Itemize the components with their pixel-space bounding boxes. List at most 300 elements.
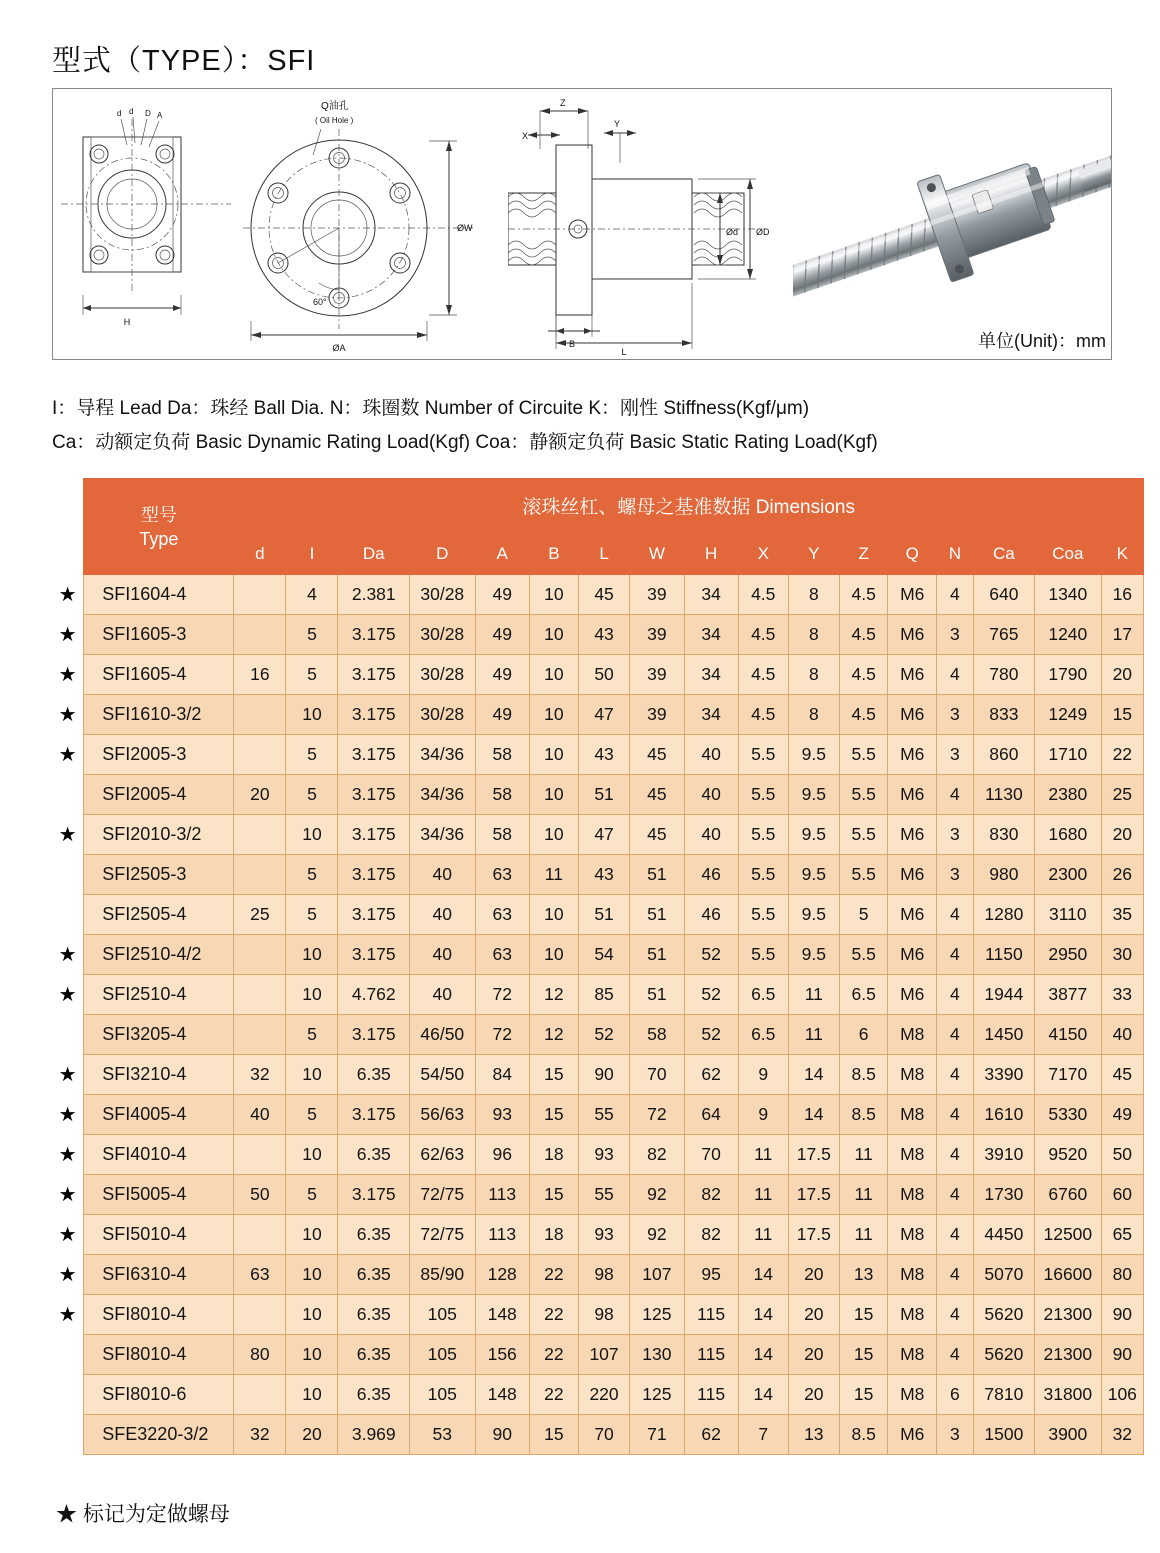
- cell-type: SFI2510-4: [84, 975, 234, 1015]
- cell-Z: 6.5: [839, 975, 888, 1015]
- cell-L: 98: [578, 1255, 629, 1295]
- cell-X: 9: [738, 1095, 788, 1135]
- cell-B: 12: [529, 975, 578, 1015]
- cell-H: 62: [684, 1415, 738, 1455]
- cell-A: 63: [475, 855, 529, 895]
- cell-Q: M6: [888, 895, 937, 935]
- cell-Ca: 3910: [973, 1135, 1034, 1175]
- cell-type: SFI3205-4: [84, 1015, 234, 1055]
- cell-da: 3.175: [338, 935, 410, 975]
- cell-A: 49: [475, 615, 529, 655]
- cell-Z: 4.5: [839, 575, 888, 615]
- cell-X: 11: [738, 1215, 788, 1255]
- cell-A: 148: [475, 1295, 529, 1335]
- cell-D: 105: [410, 1375, 475, 1415]
- cell-d: 80: [234, 1335, 286, 1375]
- cell-type: SFI8010-6: [84, 1375, 234, 1415]
- cell-K: 20: [1101, 815, 1143, 855]
- cell-Coa: 3900: [1035, 1415, 1102, 1455]
- cell-d: [234, 1135, 286, 1175]
- cell-B: 18: [529, 1215, 578, 1255]
- cell-l: 10: [286, 1375, 338, 1415]
- col-header-dd: D: [410, 533, 475, 575]
- cell-Y: 9.5: [788, 775, 839, 815]
- cell-D: 34/36: [410, 775, 475, 815]
- cell-B: 10: [529, 695, 578, 735]
- cell-H: 34: [684, 655, 738, 695]
- col-header-w: W: [630, 533, 684, 575]
- cell-N: 3: [937, 735, 974, 775]
- cell-W: 92: [630, 1175, 684, 1215]
- cell-Z: 8.5: [839, 1055, 888, 1095]
- custom-nut-star-marker: [52, 1415, 84, 1455]
- cell-Ca: 1450: [973, 1015, 1034, 1055]
- cell-X: 5.5: [738, 855, 788, 895]
- cell-B: 10: [529, 615, 578, 655]
- cell-L: 55: [578, 1095, 629, 1135]
- cell-A: 113: [475, 1215, 529, 1255]
- cell-L: 54: [578, 935, 629, 975]
- cell-H: 46: [684, 895, 738, 935]
- table-row: [52, 1415, 1144, 1455]
- cell-d: [234, 575, 286, 615]
- cell-H: 62: [684, 1055, 738, 1095]
- dia-d-small-label: Ød: [726, 227, 739, 237]
- table-row: [52, 775, 1144, 815]
- cell-B: 15: [529, 1175, 578, 1215]
- cell-l: 5: [286, 775, 338, 815]
- col-header-k: K: [1101, 533, 1143, 575]
- cell-Q: M6: [888, 855, 937, 895]
- cell-l: 10: [286, 935, 338, 975]
- cell-type: SFI4010-4: [84, 1135, 234, 1175]
- cell-A: 58: [475, 815, 529, 855]
- cell-N: 3: [937, 1415, 974, 1455]
- cell-L: 55: [578, 1175, 629, 1215]
- cell-Q: M8: [888, 1375, 937, 1415]
- cell-l: 10: [286, 1135, 338, 1175]
- cell-Q: M8: [888, 1055, 937, 1095]
- svg-text:d: d: [117, 109, 122, 118]
- ball-screw-photo: [793, 95, 1111, 357]
- cell-Q: M6: [888, 615, 937, 655]
- cell-Ca: 1944: [973, 975, 1034, 1015]
- table-row: [52, 1255, 1144, 1295]
- x-label: X: [522, 131, 529, 141]
- cell-A: 72: [475, 1015, 529, 1055]
- cell-K: 106: [1101, 1375, 1143, 1415]
- cell-da: 3.175: [338, 695, 410, 735]
- cell-Y: 8: [788, 575, 839, 615]
- cell-W: 58: [630, 1015, 684, 1055]
- cell-W: 39: [630, 615, 684, 655]
- cell-K: 50: [1101, 1135, 1143, 1175]
- cell-Y: 14: [788, 1055, 839, 1095]
- cell-l: 10: [286, 1295, 338, 1335]
- cell-K: 20: [1101, 655, 1143, 695]
- dimensions-header: 滚珠丝杠、螺母之基准数据 Dimensions: [234, 479, 1144, 533]
- cell-Ca: 3390: [973, 1055, 1034, 1095]
- cell-Coa: 3877: [1035, 975, 1102, 1015]
- cell-Q: M8: [888, 1335, 937, 1375]
- cell-L: 45: [578, 575, 629, 615]
- cell-X: 5.5: [738, 895, 788, 935]
- cell-Coa: 1340: [1035, 575, 1102, 615]
- cell-type: SFI4005-4: [84, 1095, 234, 1135]
- cell-B: 10: [529, 895, 578, 935]
- cell-Coa: 1249: [1035, 695, 1102, 735]
- cell-B: 10: [529, 935, 578, 975]
- cell-H: 40: [684, 735, 738, 775]
- cell-Q: M8: [888, 1015, 937, 1055]
- cell-d: [234, 975, 286, 1015]
- cell-D: 56/63: [410, 1095, 475, 1135]
- cell-N: 4: [937, 655, 974, 695]
- table-row: [52, 1135, 1144, 1175]
- z-label: Z: [560, 98, 566, 108]
- cell-H: 34: [684, 695, 738, 735]
- cell-Coa: 2950: [1035, 935, 1102, 975]
- cell-Y: 9.5: [788, 935, 839, 975]
- custom-nut-star-marker: [52, 1015, 84, 1055]
- cell-da: 3.175: [338, 1015, 410, 1055]
- cell-K: 25: [1101, 775, 1143, 815]
- cell-Y: 11: [788, 1015, 839, 1055]
- cell-Z: 15: [839, 1335, 888, 1375]
- cell-A: 72: [475, 975, 529, 1015]
- cell-K: 45: [1101, 1055, 1143, 1095]
- cell-A: 63: [475, 895, 529, 935]
- cell-B: 12: [529, 1015, 578, 1055]
- cell-L: 93: [578, 1135, 629, 1175]
- cell-H: 34: [684, 615, 738, 655]
- col-header-ca: Ca: [973, 533, 1034, 575]
- cell-A: 58: [475, 735, 529, 775]
- svg-text:D: D: [145, 109, 151, 118]
- cell-X: 4.5: [738, 575, 788, 615]
- table-row: [52, 735, 1144, 775]
- cell-l: 10: [286, 1335, 338, 1375]
- custom-nut-star-marker: [52, 775, 84, 815]
- col-header-ll: L: [578, 533, 629, 575]
- col-header-b: B: [529, 533, 578, 575]
- cell-H: 34: [684, 575, 738, 615]
- cell-type: SFI2505-4: [84, 895, 234, 935]
- cell-da: 3.175: [338, 655, 410, 695]
- table-row: [52, 855, 1144, 895]
- dia-a-label: ØA: [332, 343, 346, 353]
- cell-L: 85: [578, 975, 629, 1015]
- cell-D: 30/28: [410, 695, 475, 735]
- cell-H: 64: [684, 1095, 738, 1135]
- cell-l: 10: [286, 1215, 338, 1255]
- cell-Ca: 1280: [973, 895, 1034, 935]
- cell-Z: 8.5: [839, 1415, 888, 1455]
- cell-Coa: 21300: [1035, 1335, 1102, 1375]
- col-header-n: N: [937, 533, 974, 575]
- cell-Ca: 1610: [973, 1095, 1034, 1135]
- drawing-panel: [52, 88, 1112, 360]
- table-row: [52, 1335, 1144, 1375]
- cell-A: 96: [475, 1135, 529, 1175]
- cell-L: 220: [578, 1375, 629, 1415]
- cell-d: [234, 935, 286, 975]
- cell-H: 40: [684, 775, 738, 815]
- cell-da: 3.175: [338, 855, 410, 895]
- cell-K: 32: [1101, 1415, 1143, 1455]
- cell-N: 6: [937, 1375, 974, 1415]
- cell-da: 3.175: [338, 615, 410, 655]
- cell-H: 40: [684, 815, 738, 855]
- cell-D: 62/63: [410, 1135, 475, 1175]
- cell-Q: M8: [888, 1215, 937, 1255]
- cell-Z: 8.5: [839, 1095, 888, 1135]
- cell-H: 52: [684, 935, 738, 975]
- cell-Q: M6: [888, 1415, 937, 1455]
- cell-type: SFI8010-4: [84, 1335, 234, 1375]
- custom-nut-star-marker: ★: [52, 815, 84, 855]
- cell-Y: 8: [788, 695, 839, 735]
- cell-D: 34/36: [410, 735, 475, 775]
- table-body: [52, 575, 1144, 1455]
- cell-Coa: 12500: [1035, 1215, 1102, 1255]
- svg-text:H: H: [123, 317, 131, 327]
- cell-Ca: 5620: [973, 1295, 1034, 1335]
- cell-da: 3.175: [338, 815, 410, 855]
- page-title: 型式（TYPE）：SFI: [52, 45, 316, 77]
- cell-Ca: 765: [973, 615, 1034, 655]
- cell-Coa: 4150: [1035, 1015, 1102, 1055]
- table-head-row-1: [52, 479, 1144, 533]
- cell-type: SFI5010-4: [84, 1215, 234, 1255]
- cell-Coa: 3110: [1035, 895, 1102, 935]
- col-header-h: H: [684, 533, 738, 575]
- cell-D: 54/50: [410, 1055, 475, 1095]
- cell-l: 5: [286, 855, 338, 895]
- cell-type: SFI1604-4: [84, 575, 234, 615]
- cell-Z: 15: [839, 1375, 888, 1415]
- cell-Z: 11: [839, 1175, 888, 1215]
- legend-line-2: Ca：动额定负荷 Basic Dynamic Rating Load(Kgf) Coa：静额定负荷 Basic Static Rating Load(Kgf): [52, 432, 878, 453]
- cell-X: 4.5: [738, 615, 788, 655]
- cell-D: 105: [410, 1295, 475, 1335]
- cell-H: 82: [684, 1175, 738, 1215]
- table-head: [52, 479, 1144, 575]
- custom-nut-star-marker: ★: [52, 695, 84, 735]
- cell-W: 51: [630, 975, 684, 1015]
- cell-L: 50: [578, 655, 629, 695]
- col-header-a: A: [475, 533, 529, 575]
- cell-l: 10: [286, 815, 338, 855]
- cell-da: 6.35: [338, 1295, 410, 1335]
- cell-K: 90: [1101, 1295, 1143, 1335]
- cell-X: 11: [738, 1135, 788, 1175]
- cell-Coa: 31800: [1035, 1375, 1102, 1415]
- custom-nut-star-marker: ★: [52, 1175, 84, 1215]
- cell-W: 71: [630, 1415, 684, 1455]
- cell-Y: 17.5: [788, 1135, 839, 1175]
- cell-N: 4: [937, 1095, 974, 1135]
- table-row: [52, 975, 1144, 1015]
- cell-da: 6.35: [338, 1055, 410, 1095]
- cell-Z: 5.5: [839, 935, 888, 975]
- specifications-table: [52, 478, 1144, 1455]
- cell-K: 26: [1101, 855, 1143, 895]
- cell-da: 6.35: [338, 1335, 410, 1375]
- cell-D: 72/75: [410, 1175, 475, 1215]
- cell-N: 4: [937, 1135, 974, 1175]
- cell-type: SFI6310-4: [84, 1255, 234, 1295]
- custom-nut-star-marker: ★: [52, 1055, 84, 1095]
- cell-l: 5: [286, 615, 338, 655]
- cell-H: 115: [684, 1295, 738, 1335]
- cell-K: 60: [1101, 1175, 1143, 1215]
- cell-Q: M6: [888, 575, 937, 615]
- footnote: ★ 标记为定做螺母: [56, 1503, 230, 1526]
- legend-block: [52, 392, 1132, 460]
- cell-Z: 6: [839, 1015, 888, 1055]
- cell-da: 3.969: [338, 1415, 410, 1455]
- cell-X: 4.5: [738, 655, 788, 695]
- cell-type: SFI2005-4: [84, 775, 234, 815]
- cell-Y: 9.5: [788, 735, 839, 775]
- cell-A: 90: [475, 1415, 529, 1455]
- cell-Y: 9.5: [788, 895, 839, 935]
- cell-da: 6.35: [338, 1255, 410, 1295]
- cell-Y: 9.5: [788, 815, 839, 855]
- cell-X: 14: [738, 1375, 788, 1415]
- cell-Z: 5.5: [839, 815, 888, 855]
- cell-Ca: 1150: [973, 935, 1034, 975]
- col-header-da: Da: [338, 533, 410, 575]
- table-row: [52, 655, 1144, 695]
- cell-d: [234, 695, 286, 735]
- cell-D: 40: [410, 935, 475, 975]
- cell-Z: 4.5: [839, 695, 888, 735]
- cell-d: 25: [234, 895, 286, 935]
- cell-W: 125: [630, 1375, 684, 1415]
- cell-Ca: 1130: [973, 775, 1034, 815]
- cell-N: 4: [937, 575, 974, 615]
- cell-D: 30/28: [410, 615, 475, 655]
- custom-nut-star-marker: ★: [52, 615, 84, 655]
- cell-D: 85/90: [410, 1255, 475, 1295]
- custom-nut-star-marker: ★: [52, 655, 84, 695]
- cell-H: 52: [684, 975, 738, 1015]
- cell-Q: M6: [888, 935, 937, 975]
- cell-Ca: 640: [973, 575, 1034, 615]
- cell-D: 105: [410, 1335, 475, 1375]
- table-row: [52, 895, 1144, 935]
- cell-X: 11: [738, 1175, 788, 1215]
- cell-D: 34/36: [410, 815, 475, 855]
- col-header-y: Y: [788, 533, 839, 575]
- cell-Q: M8: [888, 1255, 937, 1295]
- cell-Q: M6: [888, 735, 937, 775]
- cell-D: 53: [410, 1415, 475, 1455]
- cell-A: 49: [475, 575, 529, 615]
- y-label: Y: [614, 119, 621, 129]
- custom-nut-star-marker: ★: [52, 575, 84, 615]
- cell-da: 6.35: [338, 1215, 410, 1255]
- cell-B: 10: [529, 815, 578, 855]
- table-row: [52, 695, 1144, 735]
- cell-da: 3.175: [338, 895, 410, 935]
- col-header-z: Z: [839, 533, 888, 575]
- cell-da: 3.175: [338, 1095, 410, 1135]
- cell-A: 113: [475, 1175, 529, 1215]
- cell-X: 14: [738, 1335, 788, 1375]
- custom-nut-star-marker: ★: [52, 1215, 84, 1255]
- table-row: [52, 1175, 1144, 1215]
- custom-nut-star-marker: [52, 1335, 84, 1375]
- cell-d: 20: [234, 775, 286, 815]
- cell-B: 22: [529, 1375, 578, 1415]
- cell-Y: 17.5: [788, 1175, 839, 1215]
- cell-Ca: 830: [973, 815, 1034, 855]
- cell-type: SFI1605-4: [84, 655, 234, 695]
- custom-nut-star-marker: [52, 895, 84, 935]
- cell-type: SFI1610-3/2: [84, 695, 234, 735]
- cell-N: 4: [937, 1295, 974, 1335]
- cell-l: 20: [286, 1415, 338, 1455]
- cell-Ca: 860: [973, 735, 1034, 775]
- cell-A: 93: [475, 1095, 529, 1135]
- cell-d: 32: [234, 1055, 286, 1095]
- cell-K: 17: [1101, 615, 1143, 655]
- cell-Ca: 7810: [973, 1375, 1034, 1415]
- cell-da: 3.175: [338, 1175, 410, 1215]
- cell-Ca: 5620: [973, 1335, 1034, 1375]
- cell-Z: 11: [839, 1215, 888, 1255]
- cell-N: 4: [937, 775, 974, 815]
- cell-A: 49: [475, 655, 529, 695]
- cell-W: 51: [630, 855, 684, 895]
- cell-Coa: 1680: [1035, 815, 1102, 855]
- cell-Z: 15: [839, 1295, 888, 1335]
- cell-L: 98: [578, 1295, 629, 1335]
- cell-B: 10: [529, 655, 578, 695]
- nut-front-view-drawing: [243, 93, 503, 355]
- table-row: [52, 1375, 1144, 1415]
- cell-d: [234, 1375, 286, 1415]
- cell-X: 4.5: [738, 695, 788, 735]
- cell-L: 70: [578, 1415, 629, 1455]
- cell-l: 5: [286, 1015, 338, 1055]
- cell-Coa: 9520: [1035, 1135, 1102, 1175]
- cell-X: 6.5: [738, 975, 788, 1015]
- cell-d: [234, 1295, 286, 1335]
- cell-N: 4: [937, 935, 974, 975]
- cell-Z: 5.5: [839, 735, 888, 775]
- cell-D: 40: [410, 895, 475, 935]
- cell-H: 95: [684, 1255, 738, 1295]
- table-row: [52, 815, 1144, 855]
- cell-Y: 13: [788, 1415, 839, 1455]
- cell-d: [234, 735, 286, 775]
- custom-nut-star-marker: ★: [52, 735, 84, 775]
- cell-A: 156: [475, 1335, 529, 1375]
- cell-Y: 20: [788, 1295, 839, 1335]
- cell-type: SFI5005-4: [84, 1175, 234, 1215]
- cell-Q: M8: [888, 1295, 937, 1335]
- cell-da: 3.175: [338, 775, 410, 815]
- cell-l: 10: [286, 975, 338, 1015]
- cell-A: 63: [475, 935, 529, 975]
- cell-H: 115: [684, 1335, 738, 1375]
- cell-Coa: 1710: [1035, 735, 1102, 775]
- cell-K: 40: [1101, 1015, 1143, 1055]
